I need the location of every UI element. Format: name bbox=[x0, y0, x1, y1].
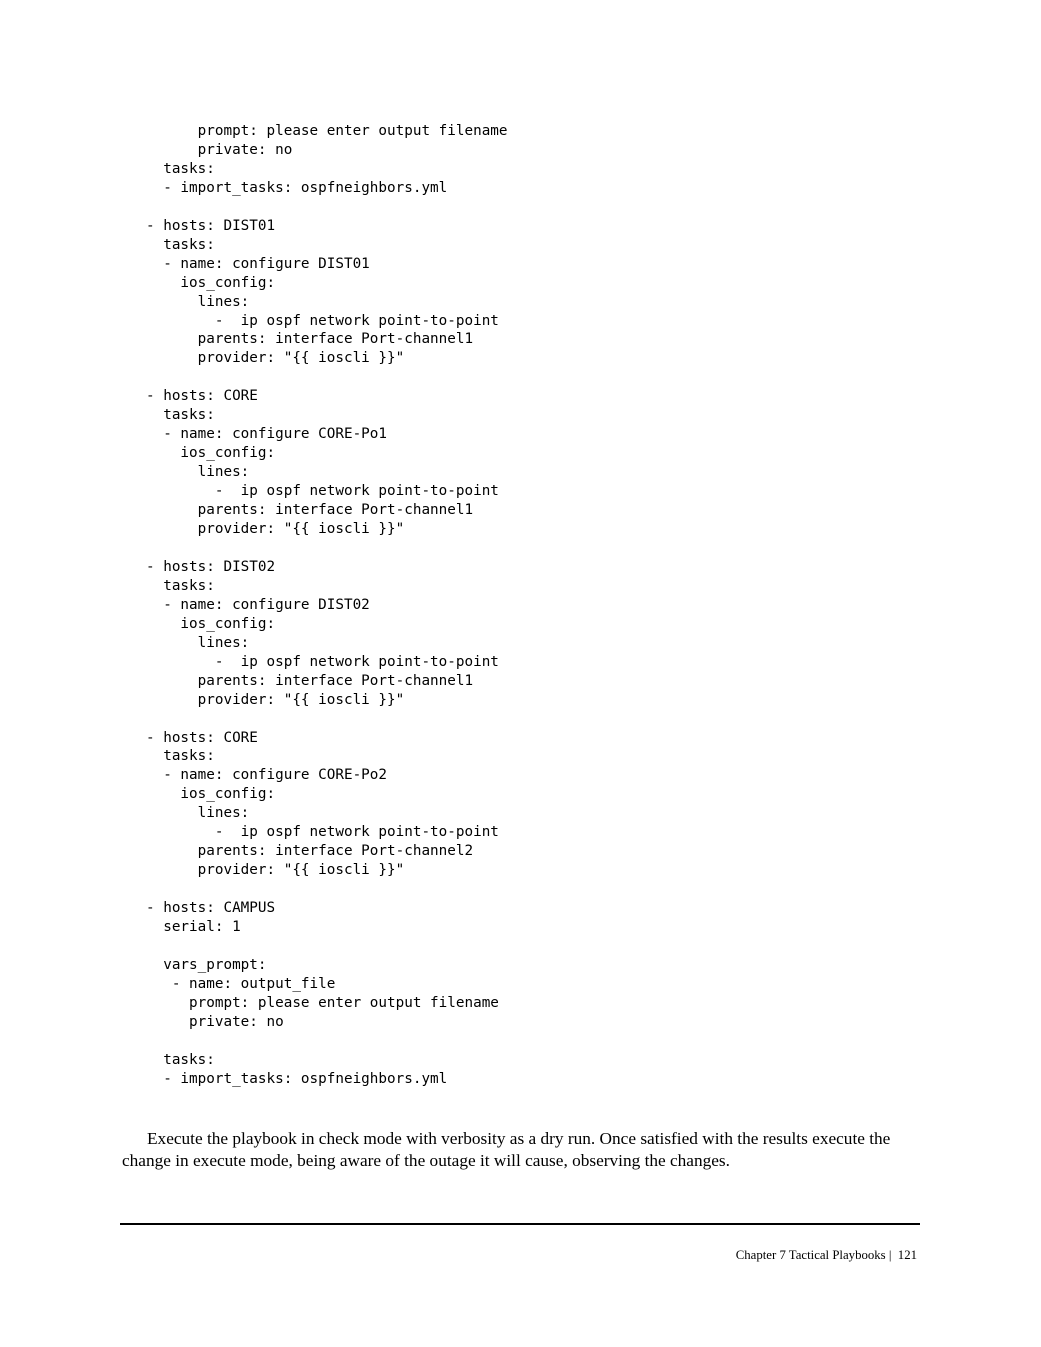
footer-chapter-page: Chapter 7 Tactical Playbooks | 121 bbox=[735, 1248, 917, 1262]
code-line: provider: "{{ ioscli }}" bbox=[146, 862, 405, 879]
code-line: - hosts: CAMPUS bbox=[146, 900, 276, 917]
code-line: tasks: bbox=[146, 577, 215, 594]
code-line: tasks: bbox=[146, 236, 215, 253]
code-line: ios_config: bbox=[146, 445, 276, 462]
code-line: tasks: bbox=[146, 1051, 215, 1068]
code-line: private: no bbox=[146, 141, 293, 158]
code-line: ios_config: bbox=[146, 274, 276, 291]
code-block bbox=[146, 122, 508, 1089]
code-line: lines: bbox=[146, 805, 250, 822]
code-line: - import_tasks: ospfneighbors.yml bbox=[146, 179, 448, 196]
code-line: - hosts: DIST01 bbox=[146, 217, 276, 234]
code-line: - hosts: DIST02 bbox=[146, 558, 276, 575]
code-line bbox=[146, 539, 508, 558]
code-line: lines: bbox=[146, 293, 250, 310]
code-line: prompt: please enter output filename bbox=[146, 123, 508, 139]
code-line: - ip ospf network point-to-point bbox=[146, 483, 499, 500]
code-line: parents: interface Port-channel2 bbox=[146, 843, 474, 860]
code-line: - name: configure CORE-Po1 bbox=[146, 426, 388, 443]
code-line: tasks: bbox=[146, 160, 215, 177]
body-paragraph: Execute the playbook in check mode with verbosity as a dry run. Once satisfied with the results execute the change in execute mode, being aware of the outage it will cause, observing the changes. bbox=[122, 1129, 891, 1170]
code-line: prompt: please enter output filename bbox=[146, 994, 499, 1011]
code-line bbox=[146, 880, 508, 899]
code-line: tasks: bbox=[146, 407, 215, 424]
code-line bbox=[146, 937, 508, 956]
code-line: ios_config: bbox=[146, 786, 276, 803]
code-line: - name: configure DIST01 bbox=[146, 255, 370, 272]
code-line: provider: "{{ ioscli }}" bbox=[146, 350, 405, 367]
code-line: - import_tasks: ospfneighbors.yml bbox=[146, 1070, 448, 1087]
code-line: - name: configure DIST02 bbox=[146, 596, 370, 613]
code-line: - ip ospf network point-to-point bbox=[146, 824, 499, 841]
code-line bbox=[146, 710, 508, 729]
code-line: ios_config: bbox=[146, 615, 276, 632]
code-line: parents: interface Port-channel1 bbox=[146, 331, 474, 348]
code-line: - hosts: CORE bbox=[146, 388, 258, 405]
code-line: provider: "{{ ioscli }}" bbox=[146, 521, 405, 538]
code-line: parents: interface Port-channel1 bbox=[146, 672, 474, 689]
code-line: - name: configure CORE-Po2 bbox=[146, 767, 388, 784]
code-line: - name: output_file bbox=[146, 975, 336, 992]
code-line: private: no bbox=[146, 1013, 284, 1030]
code-line: - ip ospf network point-to-point bbox=[146, 312, 499, 329]
code-line bbox=[146, 368, 508, 387]
code-line: vars_prompt: bbox=[146, 956, 267, 973]
code-line: - ip ospf network point-to-point bbox=[146, 653, 499, 670]
code-line: - hosts: CORE bbox=[146, 729, 258, 746]
footer-rule bbox=[120, 1223, 920, 1225]
code-line: provider: "{{ ioscli }}" bbox=[146, 691, 405, 708]
code-line: tasks: bbox=[146, 748, 215, 765]
code-line: lines: bbox=[146, 634, 250, 651]
code-line: parents: interface Port-channel1 bbox=[146, 502, 474, 519]
code-line bbox=[146, 1032, 508, 1051]
code-line: lines: bbox=[146, 464, 250, 481]
code-line bbox=[146, 198, 508, 217]
code-line: serial: 1 bbox=[146, 919, 241, 936]
